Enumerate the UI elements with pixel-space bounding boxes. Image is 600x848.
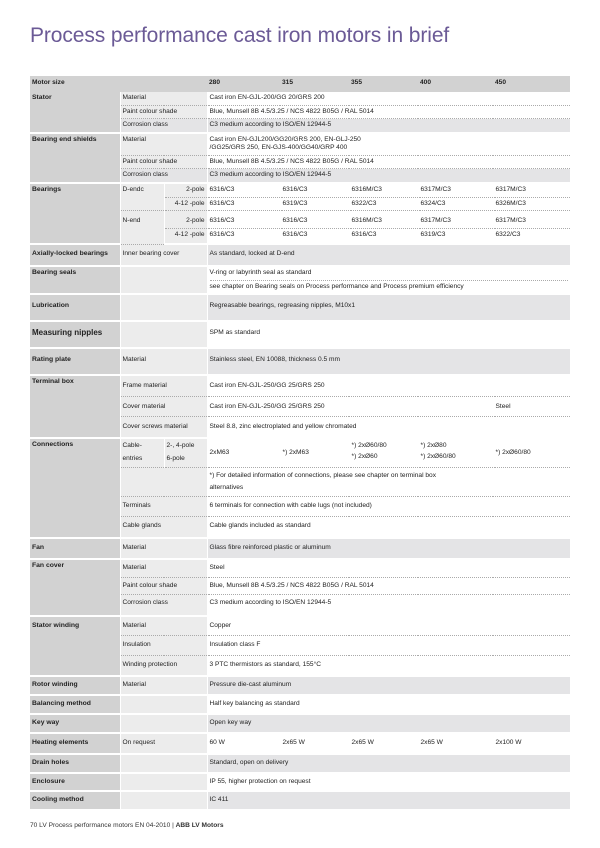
row-label: Frame material <box>120 375 207 396</box>
row-label: Material <box>120 676 207 695</box>
row-value <box>207 468 570 497</box>
row-value: Half key balancing as standard <box>207 695 570 714</box>
section-key-way: Key way <box>30 714 120 733</box>
row-label <box>120 714 207 733</box>
row-label: Material <box>120 92 207 105</box>
row-value: Glass fibre reinforced plastic or aluminum <box>207 538 570 559</box>
row-label: Insulation <box>120 636 207 656</box>
row-sublabel: 4-12 -pole <box>164 197 207 211</box>
size-400: 400 <box>418 76 493 92</box>
bearing-value: 6324/C3 <box>418 197 493 211</box>
motor-size-label: Motor size <box>30 76 207 92</box>
row-label: N-end <box>120 211 164 245</box>
row-label <box>120 294 207 321</box>
section-bearing-end-shields: Bearing end shields <box>30 133 120 183</box>
table-row <box>30 375 570 396</box>
row-value <box>207 266 570 294</box>
row-value: Regreasable bearings, regreasing nipples, M10x1 <box>207 294 570 321</box>
value-line: V-ring or labyrinth seal as standard <box>210 269 569 281</box>
bearing-value: 6316M/C3 <box>349 183 418 197</box>
bearing-value: 6326M/C3 <box>493 197 570 211</box>
bearing-value: 6317M/C3 <box>493 183 570 197</box>
page-footer <box>30 822 224 829</box>
row-value: IC 411 <box>207 791 570 810</box>
row-label: Winding protection <box>120 655 207 676</box>
row-label: Corrosion class <box>120 119 207 133</box>
row-value: Blue, Munsell 8B 4.5/3.25 / NCS 4822 B05G / RAL 5014 <box>207 105 570 119</box>
row-value: Steel <box>207 559 570 577</box>
row-value: C3 medium according to ISO/EN 12944-5 <box>207 169 570 183</box>
specs-table <box>30 76 570 811</box>
section-rotor-winding: Rotor winding <box>30 676 120 695</box>
section-heating-elements: Heating elements <box>30 733 120 754</box>
label-line: 6-pole <box>166 455 185 463</box>
section-bearing-seals: Bearing seals <box>30 266 120 294</box>
table-row <box>30 695 570 714</box>
header-row <box>30 76 570 92</box>
heating-value: 2x100 W <box>493 733 570 754</box>
value-line: *) 2xØ60/80 <box>351 441 387 449</box>
section-measuring-nipples: Measuring nipples <box>30 321 120 348</box>
section-axially-locked: Axially-locked bearings <box>30 244 120 266</box>
section-stator-winding: Stator winding <box>30 616 120 677</box>
bearing-value: 6316/C3 <box>280 228 349 244</box>
row-value: Open key way <box>207 714 570 733</box>
row-label <box>120 773 207 792</box>
size-355: 355 <box>349 76 418 92</box>
row-value: 3 PTC thermistors as standard, 155°C <box>207 655 570 676</box>
bearing-value: 6317M/C3 <box>493 211 570 229</box>
row-label: Cable glands <box>120 516 207 538</box>
row-value: Copper <box>207 616 570 636</box>
row-value <box>207 133 570 156</box>
table-row <box>30 714 570 733</box>
row-value: Cast iron EN-GJL-250/GG 25/GRS 250 <box>207 375 570 396</box>
table-row <box>30 92 570 105</box>
value-line: see chapter on Bearing seals on Process performance and Process premium efficiency <box>209 282 464 290</box>
value-line: *) 2xØ60 <box>351 453 378 461</box>
row-label <box>120 438 164 468</box>
page-title: Process performance cast iron motors in brief <box>30 24 450 47</box>
bearing-value: 6316/C3 <box>349 228 418 244</box>
size-280: 280 <box>207 76 280 92</box>
row-value: Stainless steel, EN 10088, thickness 0.5 mm <box>207 348 570 375</box>
value-line: *) 2xØ80 <box>420 441 447 449</box>
row-value: Pressure die-cast aluminum <box>207 676 570 695</box>
row-label: Paint colour shade <box>120 577 207 595</box>
row-value: Blue, Munsell 8B 4.5/3.25 / NCS 4822 B05G / RAL 5014 <box>207 577 570 595</box>
row-label <box>120 791 207 810</box>
bearing-value: 6316/C3 <box>280 183 349 197</box>
row-value: Steel 8.8, zinc electroplated and yellow chromated <box>207 417 570 438</box>
row-value: SPM as standard <box>207 321 570 348</box>
row-label: Corrosion class <box>120 595 207 616</box>
table-row <box>30 791 570 810</box>
heating-value: 2x65 W <box>349 733 418 754</box>
bearing-value: 6316/C3 <box>207 228 280 244</box>
row-sublabel: 4-12 -pole <box>164 228 207 244</box>
section-cooling-method: Cooling method <box>30 791 120 810</box>
value-line: *) For detailed information of connections, please see chapter on terminal box <box>209 472 437 479</box>
row-label: Material <box>120 133 207 156</box>
row-value: IP 55, higher protection on request <box>207 773 570 792</box>
row-value: 6 terminals for connection with cable lugs (not included) <box>207 497 570 517</box>
row-value: Blue, Munsell 8B 4.5/3.25 / NCS 4822 B05G / RAL 5014 <box>207 155 570 169</box>
row-label: Material <box>120 559 207 577</box>
bearing-value: 6316/C3 <box>207 183 280 197</box>
row-sublabel: 2-pole <box>164 211 207 229</box>
table-row <box>30 266 570 294</box>
bearing-value: 6316/C3 <box>207 211 280 229</box>
bearing-value: 6316/C3 <box>280 211 349 229</box>
row-value: Steel <box>493 396 570 417</box>
row-label: D-endc <box>120 183 164 211</box>
row-label: Material <box>120 348 207 375</box>
row-value: C3 medium according to ISO/EN 12944-5 <box>207 595 570 616</box>
label-line: 2-, 4-pole <box>166 441 195 449</box>
section-fan-cover: Fan cover <box>30 559 120 616</box>
table-row <box>30 438 570 468</box>
section-balancing-method: Balancing method <box>30 695 120 714</box>
heating-value: 2x65 W <box>280 733 349 754</box>
row-sublabel: 2-pole <box>164 183 207 197</box>
table-row <box>30 348 570 375</box>
table-row <box>30 773 570 792</box>
row-value: Cast iron EN-GJL-250/GG 25/GRS 250 <box>207 396 493 417</box>
row-label <box>120 468 207 497</box>
row-label <box>120 321 207 348</box>
row-value: Cable glands included as standard <box>207 516 570 538</box>
table-row <box>30 183 570 197</box>
conn-value: *) 2xM63 <box>280 438 349 468</box>
row-value: Standard, open on delivery <box>207 754 570 773</box>
section-connections: Connections <box>30 438 120 538</box>
row-label <box>120 754 207 773</box>
section-terminal-box: Terminal box <box>30 375 120 438</box>
value-line: *) 2xØ60/80 <box>420 453 456 461</box>
bearing-value: 6322/C3 <box>493 228 570 244</box>
row-label: Cover screws material <box>120 417 207 438</box>
row-label: On request <box>120 733 207 754</box>
row-value: As standard, locked at D-end <box>207 244 570 266</box>
row-value: Insulation class F <box>207 636 570 656</box>
conn-value: *) 2xØ60/80 <box>493 438 570 468</box>
footer-text: 70 LV Process performance motors EN 04-2010 | <box>30 822 176 829</box>
row-sublabel <box>164 438 207 468</box>
table-row <box>30 676 570 695</box>
section-enclosure: Enclosure <box>30 773 120 792</box>
table-row <box>30 616 570 636</box>
section-stator: Stator <box>30 92 120 133</box>
table-row <box>30 733 570 754</box>
bearing-value: 6322/C3 <box>349 197 418 211</box>
section-lubrication: Lubrication <box>30 294 120 321</box>
bearing-value: 6316M/C3 <box>349 211 418 229</box>
row-label: Corrosion class <box>120 169 207 183</box>
heating-value: 2x65 W <box>418 733 493 754</box>
row-label <box>120 695 207 714</box>
bearing-value: 6319/C3 <box>418 228 493 244</box>
bearing-value: 6316/C3 <box>207 197 280 211</box>
size-315: 315 <box>280 76 349 92</box>
value-line: alternatives <box>209 483 244 491</box>
row-value: Cast iron EN-GJL-200/GG 20/GRS 200 <box>207 92 570 105</box>
bearing-value: 6317M/C3 <box>418 183 493 197</box>
label-line: entries <box>122 455 143 463</box>
section-rating-plate: Rating plate <box>30 348 120 375</box>
row-label: Paint colour shade <box>120 105 207 119</box>
value-line: Cast iron EN-GJL200/GG20/GRS 200, EN-GLJ-250 <box>209 135 361 143</box>
row-label: Terminals <box>120 497 207 517</box>
table-row <box>30 321 570 348</box>
table-row <box>30 538 570 559</box>
row-label: Paint colour shade <box>120 155 207 169</box>
row-value: C3 medium according to ISO/EN 12944-5 <box>207 119 570 133</box>
table-row <box>30 559 570 577</box>
section-drain-holes: Drain holes <box>30 754 120 773</box>
table-row <box>30 294 570 321</box>
row-label: Material <box>120 538 207 559</box>
bearing-value: 6319/C3 <box>280 197 349 211</box>
footer-brand: ABB LV Motors <box>175 822 224 829</box>
conn-value <box>418 438 493 468</box>
bearing-value: 6317M/C3 <box>418 211 493 229</box>
conn-value <box>349 438 418 468</box>
heating-value: 60 W <box>207 733 280 754</box>
table-row <box>30 133 570 156</box>
section-fan: Fan <box>30 538 120 559</box>
section-bearings: Bearings <box>30 183 120 244</box>
conn-value: 2xM63 <box>207 438 280 468</box>
row-label: Material <box>120 616 207 636</box>
row-label <box>120 266 207 294</box>
row-label: Cover material <box>120 396 207 417</box>
value-line: /GG25/GRS 250, EN-GJS-400/GG40/GRP 400 <box>209 144 348 152</box>
table-row <box>30 244 570 266</box>
size-450: 450 <box>493 76 570 92</box>
table-row <box>30 754 570 773</box>
label-line: Cable- <box>122 441 142 449</box>
row-label: Inner bearing cover <box>120 244 207 266</box>
